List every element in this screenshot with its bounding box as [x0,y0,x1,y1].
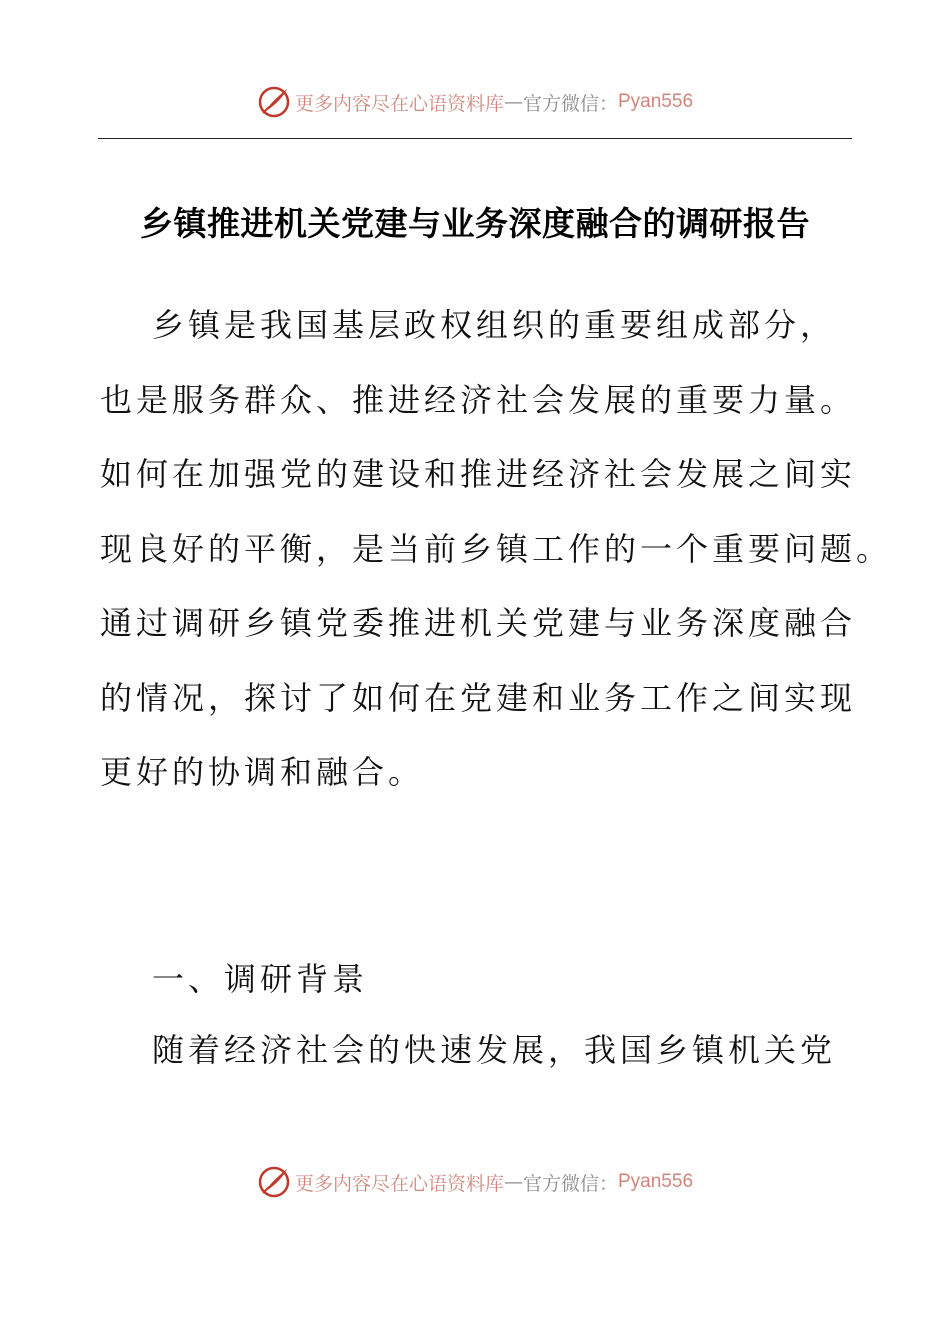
intro-line: 通过调研乡镇党委推进机关党建与业务深度融合 [100,604,857,642]
intro-line: 现良好的平衡，是当前乡镇工作的一个重要问题。 [100,529,893,568]
section-paragraph-line: 随着经济社会的快速发展，我国乡镇机关党 [152,1031,837,1069]
footer-banner [0,1162,950,1202]
quill-logo-icon [257,85,291,119]
intro-paragraph [100,288,893,810]
document-title: 乡镇推进机关党建与业务深度融合的调研报告 [140,204,810,243]
intro-line: 也是服务群众、推进经济社会发展的重要力量。 [100,380,857,419]
banner-official-label: 官方微信： [522,1172,618,1195]
banner-wechat-id: Pyan556 [618,1171,694,1192]
intro-line: 如何在加强党的建设和推进经济社会发展之间实 [100,455,857,493]
header-banner [0,82,950,122]
quill-logo-icon [257,1165,291,1199]
section-heading: 一、调研背景 [152,960,369,998]
banner-text: 更多内容尽在心语资料库 [294,92,504,115]
banner-official-label: 官方微信： [522,92,618,115]
intro-line: 乡镇是我国基层政权组织的重要组成部分， [152,306,837,344]
banner-dash: — [503,1171,523,1193]
banner-dash: — [503,91,523,113]
banner-wechat-id: Pyan556 [618,91,694,112]
banner-text: 更多内容尽在心语资料库 [294,1172,504,1195]
intro-line: 更好的协调和融合。 [100,753,425,791]
intro-line: 的情况，探讨了如何在党建和业务工作之间实现 [100,678,857,717]
header-divider [98,138,852,139]
